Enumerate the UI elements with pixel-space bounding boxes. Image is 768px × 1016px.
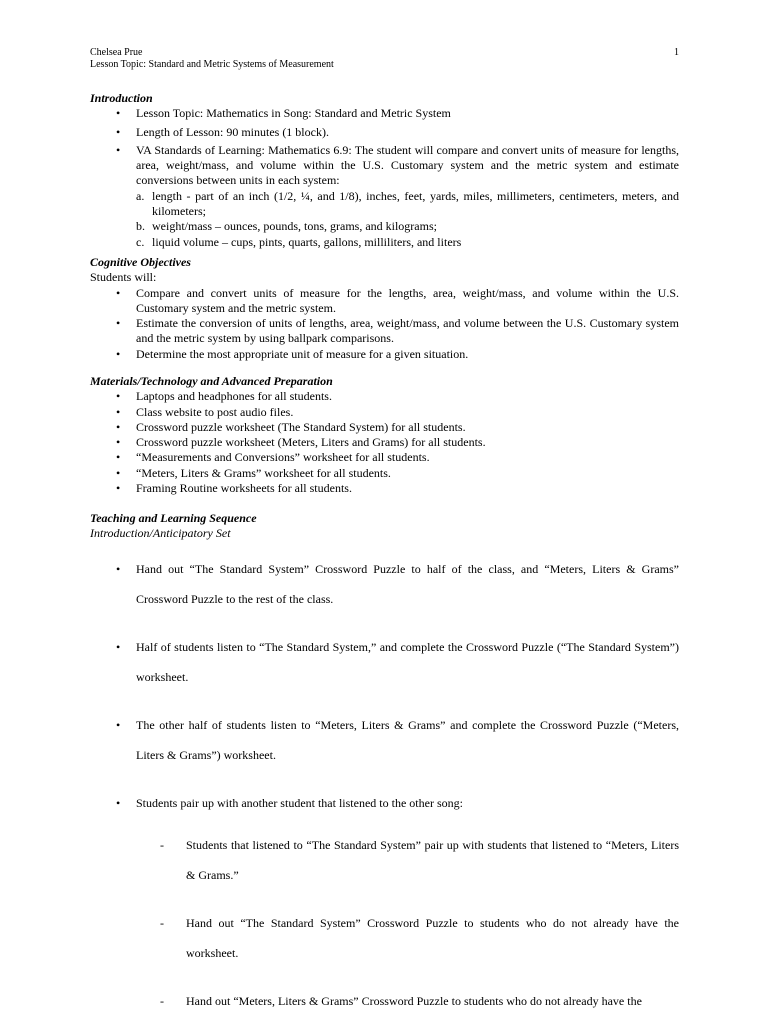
sub-list-item <box>90 189 679 220</box>
cognitive-intro: Students will: <box>90 270 157 285</box>
dash-item: - Hand out “The Standard System” Crossword Puzzle to students who do not already have the worksheet. <box>90 908 679 968</box>
cognitive-objectives-section <box>90 255 679 362</box>
list-item: • Students pair up with another student that listened to the other song: <box>90 788 679 818</box>
sub-item-text: length - part of an inch (1/2, ¼, and 1/8), inches, feet, yards, miles, millimeters, centimeters, meters, and kilometers; <box>152 188 679 219</box>
materials-section <box>90 374 679 496</box>
introduction-list <box>90 106 679 188</box>
list-item: • Crossword puzzle worksheet (Meters, Liters and Grams) for all students. <box>90 435 679 450</box>
teaching-list <box>90 554 679 818</box>
running-header-author <box>90 47 679 59</box>
materials-heading: Materials/Technology and Advanced Preparation <box>90 374 333 388</box>
dash-item: - Students that listened to “The Standard System” pair up with students that listened to “Meters, Liters & Grams.” <box>90 830 679 890</box>
materials-list <box>90 389 679 496</box>
sub-list-item <box>90 235 679 250</box>
teaching-sequence-section <box>90 511 679 1016</box>
teaching-subheading: Introduction/Anticipatory Set <box>90 526 231 541</box>
list-item: • Lesson Topic: Mathematics in Song: Standard and Metric System <box>90 106 679 121</box>
author-name: Chelsea Prue <box>90 47 143 58</box>
list-item: • “Measurements and Conversions” worksheet for all students. <box>90 450 679 465</box>
list-item: • Class website to post audio files. <box>90 405 679 420</box>
standards-sublist <box>90 189 679 250</box>
list-item: • Estimate the conversion of units of lengths, area, weight/mass, and volume between the U.S. Customary system and the metric system by using ballpark comparisons. <box>90 316 679 347</box>
list-item: • VA Standards of Learning: Mathematics 6.9: The student will compare and convert units of measure for lengths, area, weight/mass, and volume within the U.S. Customary system and the metric system and estimate conversions between units in each system: <box>90 143 679 189</box>
teaching-heading: Teaching and Learning Sequence <box>90 511 257 525</box>
cognitive-objectives-heading: Cognitive Objectives <box>90 255 191 269</box>
list-item: • Crossword puzzle worksheet (The Standard System) for all students. <box>90 420 679 435</box>
sub-item-text: weight/mass – ounces, pounds, tons, grams, and kilograms; <box>152 219 437 234</box>
list-item: • Half of students listen to “The Standard System,” and complete the Crossword Puzzle (“The Standard System”) worksheet. <box>90 632 679 692</box>
page-number: 1 <box>674 47 679 58</box>
dash-item: - Hand out “Meters, Liters & Grams” Crossword Puzzle to students who do not already have the <box>90 986 679 1016</box>
list-item: • Framing Routine worksheets for all students. <box>90 481 679 496</box>
introduction-heading: Introduction <box>90 91 153 105</box>
list-item: • Hand out “The Standard System” Crossword Puzzle to half of the class, and “Meters, Liters & Grams” Crossword Puzzle to the rest of the class. <box>90 554 679 614</box>
introduction-section <box>90 91 679 250</box>
sub-item-letter: c. <box>136 234 145 249</box>
list-item: • Compare and convert units of measure for the lengths, area, weight/mass, and volume within the U.S. Customary system and the metric system. <box>90 286 679 317</box>
sub-item-text: liquid volume – cups, pints, quarts, gallons, milliliters, and liters <box>152 234 462 249</box>
list-item: • Length of Lesson: 90 minutes (1 block). <box>90 125 679 140</box>
list-item: • “Meters, Liters & Grams” worksheet for all students. <box>90 466 679 481</box>
running-header-topic: Lesson Topic: Standard and Metric Systems of Measurement <box>90 59 334 70</box>
sub-item-letter: a. <box>136 188 145 203</box>
cognitive-list <box>90 286 679 362</box>
sub-item-letter: b. <box>136 219 145 234</box>
list-item: • Determine the most appropriate unit of measure for a given situation. <box>90 347 679 362</box>
list-item: • The other half of students listen to “Meters, Liters & Grams” and complete the Crossword Puzzle (“Meters, Liters & Grams”) worksheet. <box>90 710 679 770</box>
sub-list-item <box>90 219 679 234</box>
pairing-steps-list <box>90 830 679 1016</box>
list-item: • Laptops and headphones for all students. <box>90 389 679 404</box>
